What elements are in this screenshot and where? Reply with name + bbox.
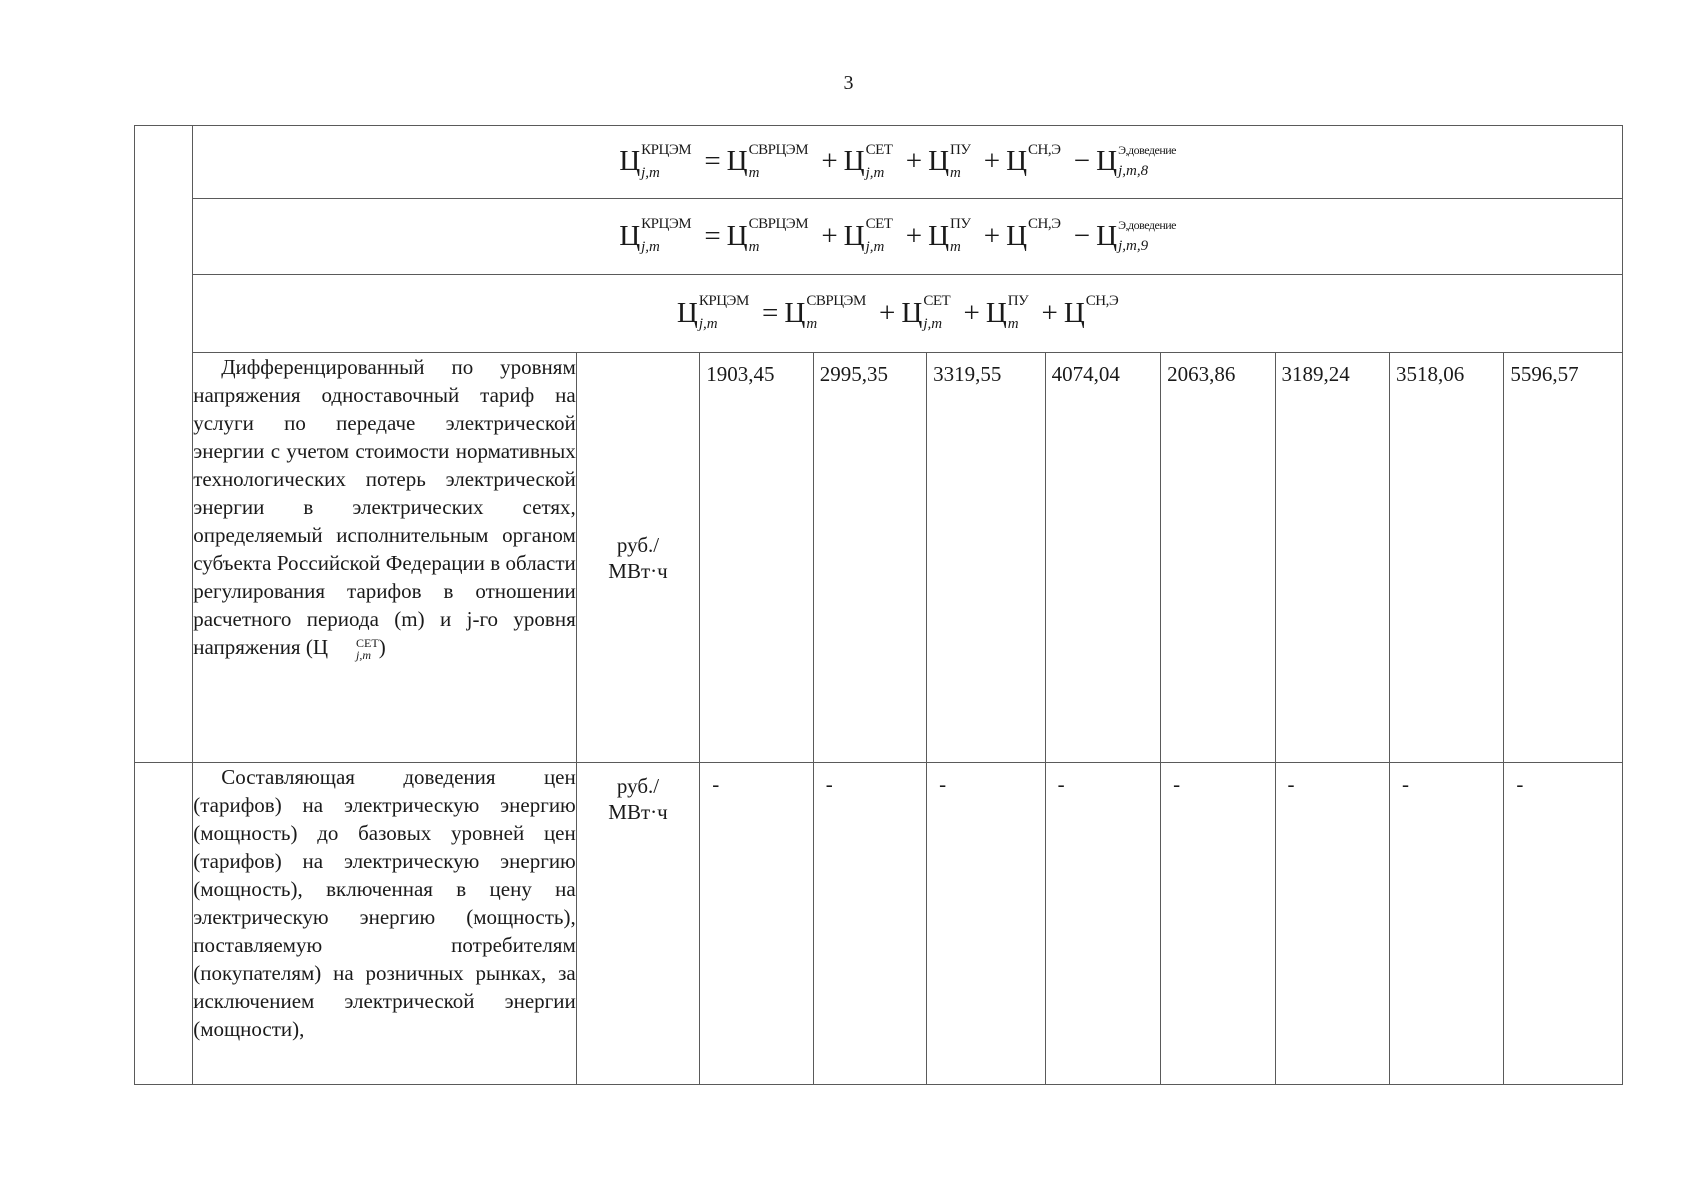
value-cell: - xyxy=(1161,763,1275,1085)
formula-cell xyxy=(193,199,1623,275)
row-description: Составляющая доведения цен (тарифов) на электрическую энергию (мощность) до базовых уровней цен (тарифов) на электрическую энергию (мощность), включенная в цену на электрическую энергию (мощность), поставляемую потребителям (покупателям) на розничных рынках, за исключением электрической энергии (мощности), xyxy=(193,763,577,1085)
row-description: Дифференцированный по уровням напряжения одноставочный тариф на услуги по передаче электрической энергии с учетом стоимости нормативных технологических потерь электрической энергии в электрических сетях, определяемый исполнительным органом субъекта Российской Федерации в области регулирования тарифов в отношении расчетного периода (m) и j-го уровня напряжения (Ц СЕТ j,m ) xyxy=(193,353,577,763)
value-cell: 4074,04 xyxy=(1045,353,1160,763)
value-cell: - xyxy=(1045,763,1160,1085)
value-cell: 3518,06 xyxy=(1389,353,1503,763)
value-cell: - xyxy=(1389,763,1503,1085)
formula: Ц КРЦЭМ j,m = Ц СВРЦЭМ m + Ц СЕТ j,m + Ц ПУ m + Ц СН,Э − Ц Э,доведение j,m,9 xyxy=(619,216,1177,256)
table-row xyxy=(135,353,1623,763)
value-cell: - xyxy=(700,763,813,1085)
formula-cell xyxy=(193,126,1623,199)
value-cell: 2063,86 xyxy=(1161,353,1275,763)
tariff-table xyxy=(134,125,1623,1085)
formula: Ц КРЦЭМ j,m = Ц СВРЦЭМ m + Ц СЕТ j,m + Ц ПУ m + Ц СН,Э − Ц Э,доведение j,m,8 xyxy=(619,141,1177,181)
value-cell: 3189,24 xyxy=(1275,353,1389,763)
value-cell: 2995,35 xyxy=(813,353,926,763)
number-cell xyxy=(135,763,193,1085)
formula-cell xyxy=(193,275,1623,353)
value-cell: - xyxy=(1504,763,1623,1085)
value-cell: - xyxy=(813,763,926,1085)
value-cell: 1903,45 xyxy=(700,353,813,763)
formula-row xyxy=(135,199,1623,275)
page-number: 3 xyxy=(843,72,854,94)
formula-row xyxy=(135,126,1623,199)
unit-cell: руб./ МВт·ч xyxy=(576,763,699,1085)
value-cell: 5596,57 xyxy=(1504,353,1623,763)
number-cell xyxy=(135,126,193,763)
value-cell: - xyxy=(1275,763,1389,1085)
formula-row xyxy=(135,275,1623,353)
formula: Ц КРЦЭМ j,m = Ц СВРЦЭМ m + Ц СЕТ j,m + Ц ПУ m + Ц СН,Э xyxy=(676,293,1119,333)
unit-cell: руб./ МВт·ч xyxy=(576,353,699,763)
value-cell: - xyxy=(927,763,1045,1085)
table-row xyxy=(135,763,1623,1085)
tariff-symbol: (Ц СЕТ j,m ) xyxy=(305,635,386,663)
value-cell: 3319,55 xyxy=(927,353,1045,763)
